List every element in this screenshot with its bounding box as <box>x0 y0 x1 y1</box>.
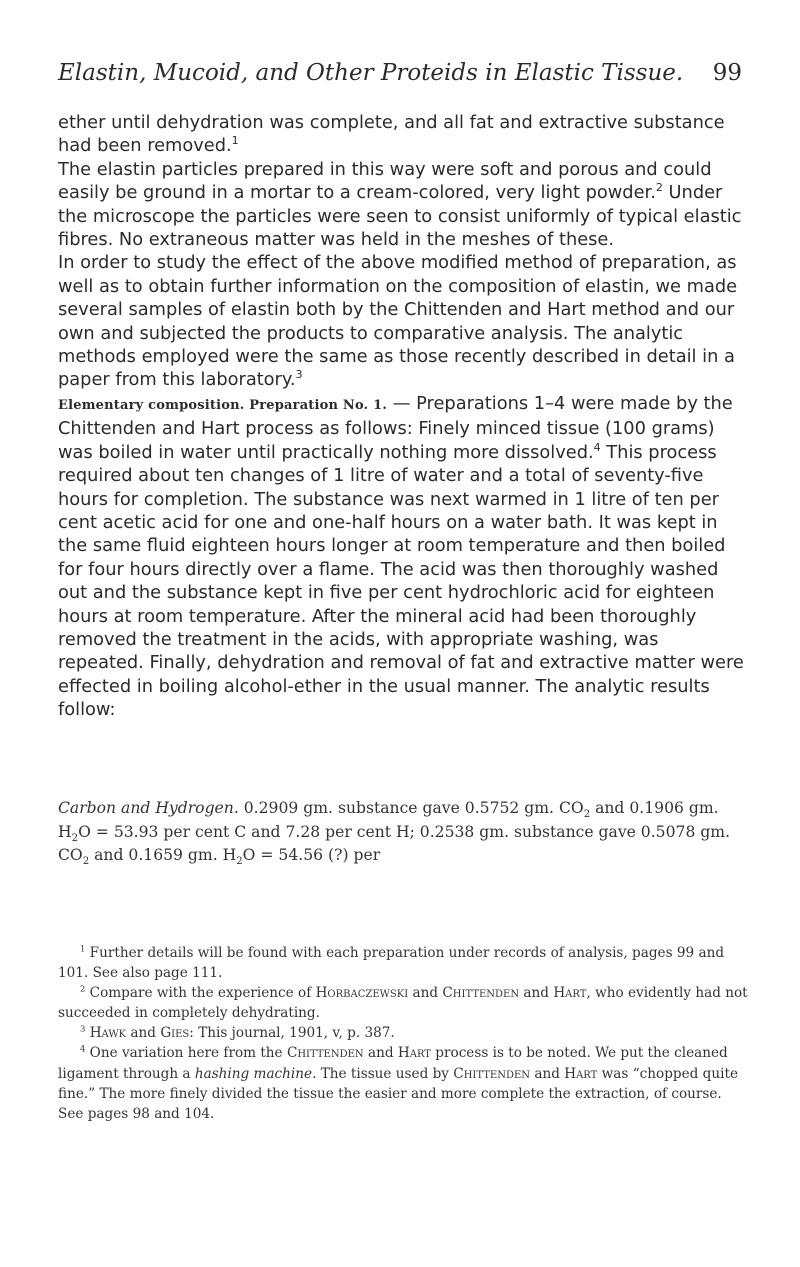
paragraph-1: ether until dehydration was complete, and all fat and extractive substance had been removed.$^1$ <box>58 112 725 157</box>
running-header <box>58 60 742 100</box>
analysis-lead: Carbon and Hydrogen. <box>58 799 239 817</box>
page-number: 99 <box>712 60 742 86</box>
paragraph-2: The elastin particles prepared in this way were soft and porous and could easily be ground in a mortar to a cream-colored, very light powder.$^2$ Under the microscope the particles were seen to consist uniformly of typical elastic fibres. No extraneous matter was held in the meshes of these. <box>58 158 742 251</box>
running-title: Elastin, Mucoid, and Other Proteids in Elastic Tissue. <box>58 60 684 86</box>
footnote-1: $^1$ Further details will be found with each preparation under records of analysis, pages 99 and 101. See also page 111. <box>58 943 725 982</box>
paragraph-4: Elementary composition. Preparation No. 1. — Preparations 1–4 were made by the Chittenden and Hart process as follows: Finely minced tissue (100 grams) was boiled in water until practically nothing more dissolved.$^4$ This process required about ten changes of 1 litre of water and a total of seventy-five hours for completion. The substance was next warmed in 1 litre of ten per cent acetic acid for one and one-half hours on a water bath. It was kept in the same fluid eighteen hours longer at room temperature and then boiled for four hours directly over a flame. The acid was then thoroughly washed out and the substance kept in five per cent hydrochloric acid for eighteen hours at room temperature. After the mineral acid had been thoroughly removed the treatment in the acids, with appropriate washing, was repeated. Finally, dehydration and removal of fat and extractive matter were effected in boiling alcohol-ether in the usual manner. The analytic results follow: <box>58 392 744 721</box>
main-text <box>58 111 748 722</box>
footnote-ref-3: 3 <box>295 368 303 382</box>
paragraph-3: In order to study the effect of the above modified method of preparation, as well as to obtain further information on the composition of elastin, we made several samples of elastin both by the Chittenden and Hart method and our own and subjected the products to comparative analysis. The analytic methods employed were the same as those recently described in detail in a paper from this laboratory.$^3$ <box>58 252 738 391</box>
footnote-ref-4: 4 <box>593 440 601 454</box>
footnote-4: $^4$ One variation here from the Chittenden and Hart process is to be noted. We put the cleaned ligament through a hashing machine. The tissue used by Chittenden and Hart was “chopped quite fine.” The more finely divided the tissue the easier and more complete the extraction, of course. See pages 98 and 104. <box>58 1043 738 1122</box>
footnote-ref-1: 1 <box>231 134 239 148</box>
analysis-results: Carbon and Hydrogen. 0.2909 gm. substance gave 0.5752 gm. $CO_2$ and 0.1906 gm. $H_2O = 53.93$ per cent C and 7.28 per cent H; 0.2538 gm. substance gave 0.5078 gm. $CO_2$ and 0.1659 gm. $H_2O = 54.56$ (?) per <box>58 799 731 868</box>
section-subheading: Elementary composition. Preparation No. 1. <box>58 397 388 413</box>
footnote-3: $^3$ Hawk and Gies: This journal, 1901, v, p. 387. <box>80 1023 395 1042</box>
footnote-2: $^2$ Compare with the experience of Horbaczewski and Chittenden and Hart, who evidently had not succeeded in completely dehydrating. <box>58 983 748 1022</box>
footnote-ref-2: 2 <box>655 181 663 195</box>
footnotes <box>58 943 748 1124</box>
